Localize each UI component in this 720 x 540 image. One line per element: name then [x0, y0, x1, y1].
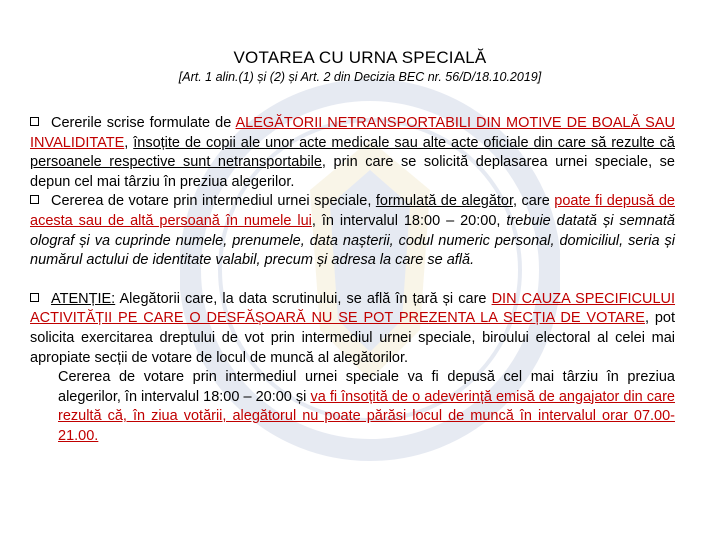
paragraph-bedridden-voters: Cererile scrise formulate de ALEGĂTORII NETRANSPORTABILI DIN MOTIVE DE BOALĂ SAU INVALIDITATE, însoțite de copii ale unor acte medicale sau alte acte oficiale din care să rezulte că persoanele respective sunt netransportabile, prin care se solicită deplasarea urnei speciale, se depun cel mai târziu în preziua alegerilor.: [30, 115, 675, 190]
italic-request-contents: trebuie datată și semnată olograf și va cuprinde numele, prenumele, data nașterii, codul numeric personal, domiciliul, seria și numărul actului de identitate valabil, precum și adresa la care se află.: [30, 212, 675, 269]
highlight-employer-certificate: va fi însoțită de o adeverință emisă de angajator din care rezultă că, în ziua votării, alegătorul nu poate părăsi locul de muncă în intervalul orar 07.00-21.00.: [58, 388, 675, 444]
checkbox-square-icon: [30, 117, 39, 126]
underline-medical-docs: însoțite de copii ale unor acte medicale sau alte acte oficiale din care să rezulte că persoanele respective sunt netransportabile: [30, 134, 675, 171]
highlight-submitted-by: poate fi depusă de acesta sau de altă persoană în numele lui: [30, 193, 675, 229]
paragraph-employer-certificate: Cererea de votare prin intermediul urnei speciale va fi depusă cel mai târziu în preziua alegerilor, în intervalul 18:00 – 20:00 și va fi însoțită de o adeverință emisă de angajator din care rezultă că, în ziua votării, alegătorul nu poate părăsi locul de muncă în intervalul orar 07.00-21.00.: [58, 369, 675, 444]
highlight-bedridden: ALEGĂTORII NETRANSPORTABILI DIN MOTIVE DE BOALĂ SAU INVALIDITATE: [30, 115, 675, 151]
paragraph-request-format: Cererea de votare prin intermediul urnei speciale, formulată de alegător, care poate fi depusă de acesta sau de altă persoană în numele lui, în intervalul 18:00 – 20:00, trebuie datată și semnată olograf și va cuprinde numele, prenumele, data nașterii, codul numeric personal, domiciliul, seria și numărul actului de identitate valabil, precum și adresa la care se află.: [30, 193, 675, 269]
legal-reference: [Art. 1 alin.(1) și (2) și Art. 2 din Decizia BEC nr. 56/D/18.10.2019]: [178, 70, 542, 84]
highlight-work-reason: DIN CAUZA SPECIFICULUI ACTIVITĂȚII PE CARE O DESFĂȘOARĂ NU SE POT PREZENTA LA SECȚIA DE VOTARE: [30, 290, 676, 327]
checkbox-square-icon: [30, 293, 39, 302]
checkbox-square-icon: [30, 195, 39, 204]
document-body: [30, 114, 675, 447]
paragraph-attention-workers: ATENȚIE: Alegătorii care, la data scrutinului, se află în țară și care DIN CAUZA SPECIFICULUI ACTIVITĂȚII PE CARE O DESFĂȘOARĂ NU SE POT PREZENTA LA SECȚIA DE VOTARE, pot solicita exercitarea dreptului de vot prin intermediul urnei speciale, biroului electoral al celei mai apropiate secții de votare de locul de muncă al alegătorilor.: [30, 290, 676, 366]
page-title: VOTAREA CU URNA SPECIALĂ: [233, 48, 487, 67]
attention-label: ATENȚIE:: [51, 290, 116, 307]
